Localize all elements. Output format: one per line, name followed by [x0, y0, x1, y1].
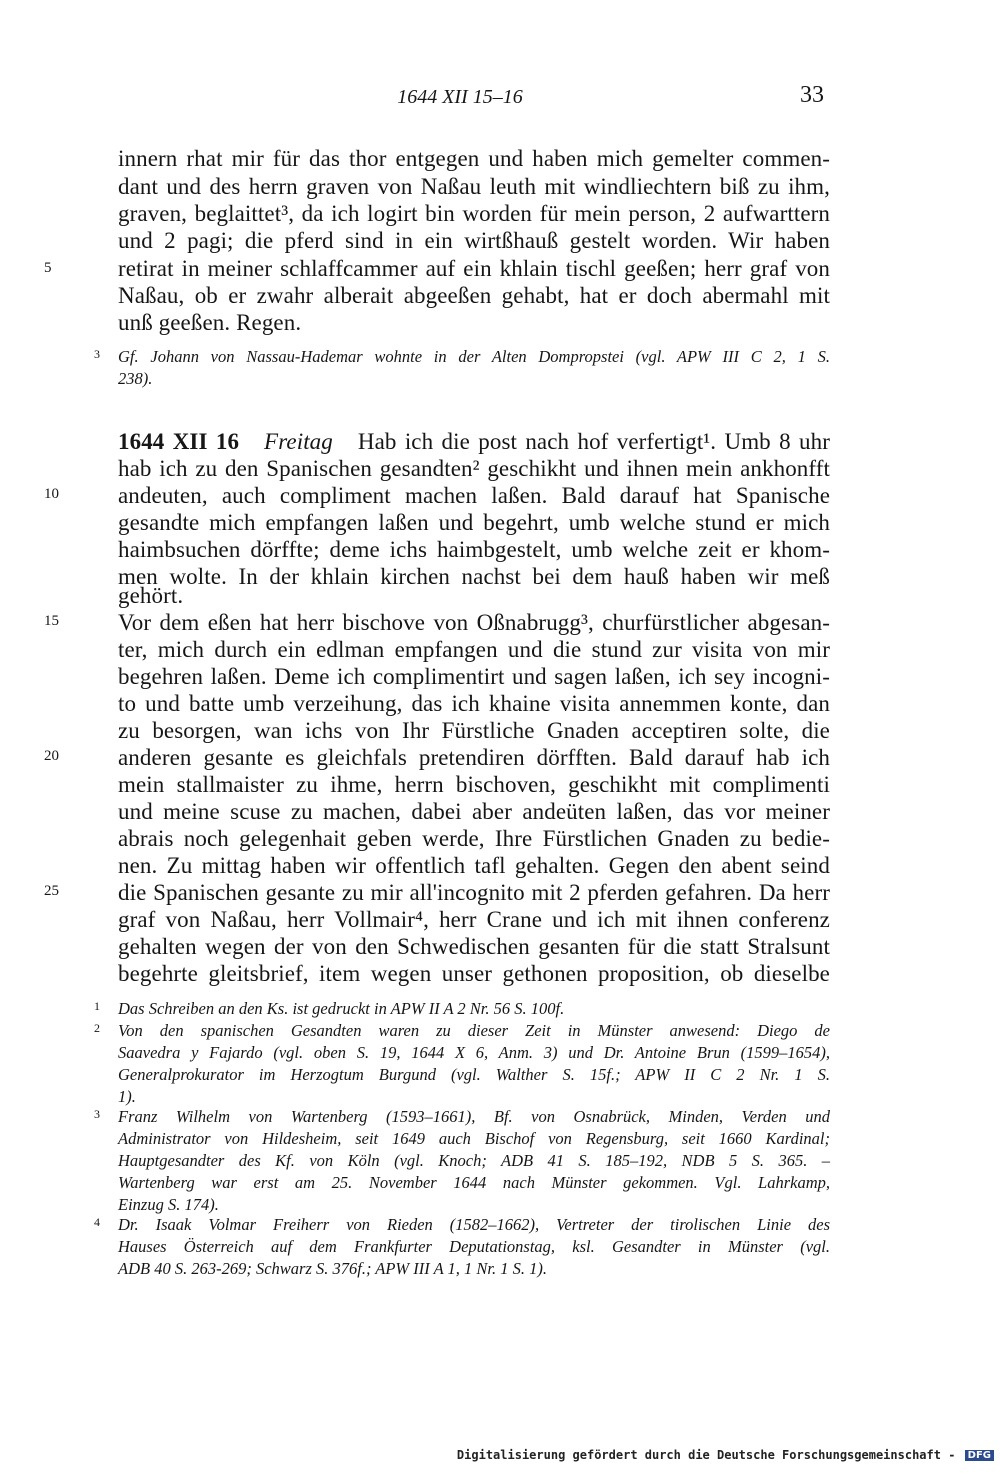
footnote-line: Generalprokurator im Herzogtum Burgund (vgl. Walther S. 15f.; APW II C 2 Nr. 1 S. [118, 1065, 830, 1084]
text-line: gehalten wegen der von den Schwedischen gesanten für die statt Stralsunt [118, 934, 830, 959]
footnote-line: Gf. Johann von Nassau-Hademar wohnte in der Alten Dompropstei (vgl. APW III C 2, 1 S. [118, 347, 830, 366]
text-line: dant und des herrn graven von Naßau leuth mit windliechtern biß zu ihm, [118, 174, 830, 199]
header-date-range: 1644 XII 15–16 [397, 86, 523, 108]
text-line: begehrte gleitsbrief, item wegen unser gethonen proposition, ob dieselbe [118, 961, 830, 986]
footnote-line: 1). [118, 1087, 136, 1106]
text-line: die Spanischen gesante zu mir all'incognito mit 2 pferden gefahren. Da herr [118, 880, 830, 905]
footnote-a [94, 346, 830, 390]
text-line: abrais noch gelegenhait geben werde, Ihre Fürstlichen Gnaden zu bedie- [118, 826, 830, 851]
text-line: unß geeßen. Regen. [118, 310, 302, 335]
footnote-line: Von den spanischen Gesandten waren zu dieser Zeit in Münster anwesend: Diego de [118, 1021, 830, 1040]
footnote-line: ADB 40 S. 263-269; Schwarz S. 376f.; APW III A 1, 1 Nr. 1 S. 1). [118, 1259, 547, 1278]
text-line: mein stallmaister zu ihme, herrn bischoven, geschikht mit complimenti [118, 772, 830, 797]
footnote-4 [94, 1214, 830, 1280]
text-line: to und batte umb verzeihung, das ich khaine visita annemmen konte, dan [118, 691, 830, 716]
credit-text: Digitalisierung gefördert durch die Deutsche Forschungsgemeinschaft - [456, 1448, 956, 1462]
footnote-number: 4 [94, 1215, 100, 1229]
text-line: und meine scuse zu machen, dabei aber andeüten laßen, das vor meiner [118, 799, 830, 824]
footnote-number: 1 [94, 999, 100, 1013]
text-line: Vor dem eßen hat herr bischove von Oßnabrugg³, churfürstlicher abgesan- [118, 610, 830, 635]
footnote-line: Franz Wilhelm von Wartenberg (1593–1661), Bf. von Osnabrück, Minden, Verden und [118, 1107, 830, 1126]
entry-date: 1644 XII 16 [118, 429, 240, 454]
footnote-number: 3 [94, 347, 100, 361]
line-number: 15 [44, 613, 59, 629]
footnote-1 [94, 998, 830, 1020]
text-line: begehren laßen. Deme ich complimentirt und sagen laßen, ich sey incogni- [118, 664, 830, 689]
line-number: 20 [44, 748, 59, 764]
entry-first-line: Hab ich die post nach hof verfertigt¹. Umb 8 uhr [357, 429, 830, 454]
footnote-2 [94, 1020, 830, 1108]
digitization-credit [457, 1448, 994, 1462]
text-line: graven, beglaittet³, da ich logirt bin worden für mein person, 2 aufwarttern [118, 201, 830, 226]
text-line: ter, mich durch ein edlman empfangen und die stund zur visita von mir [118, 637, 830, 662]
footnote-number: 3 [94, 1107, 100, 1121]
entry-heading-line [118, 428, 830, 456]
text-line: innern rhat mir für das thor entgegen und haben mich gemelter commen- [118, 146, 830, 171]
footnote-line: Das Schreiben an den Ks. ist gedruckt in APW II A 2 Nr. 56 S. 100f. [118, 999, 565, 1018]
line-number: 5 [44, 260, 52, 276]
footnote-line: Saavedra y Fajardo (vgl. oben S. 19, 1644 X 6, Anm. 3) und Dr. Antoine Brun (1599–1654), [118, 1043, 830, 1062]
text-line: und 2 pagi; die pferd sind in ein wirtßhauß gestelt worden. Wir haben [118, 228, 830, 253]
text-line: Naßau, ob er zwahr alberait abgeeßen gehabt, hat er doch abermahl mit [118, 283, 830, 308]
entry-weekday: Freitag [264, 429, 333, 454]
text-line: gesandte mich empfangen laßen und begehrt, umb welche stund er mich [118, 510, 830, 535]
footnote-line: Hauptgesandter des Kf. von Köln (vgl. Knoch; ADB 41 S. 185–192, NDB 5 S. 365. – [118, 1151, 830, 1170]
footnote-line: Wartenberg war erst am 25. November 1644 nach Münster gekommen. Vgl. Lahrkamp, [118, 1173, 830, 1192]
text-line: men wolte. In der khlain kirchen nachst bei dem hauß haben wir meß [118, 564, 830, 589]
footnote-line: 238). [118, 369, 153, 388]
footnote-line: Administrator von Hildesheim, seit 1649 auch Bischof von Regensburg, seit 1660 Kardinal; [118, 1129, 830, 1148]
footnote-number: 2 [94, 1021, 100, 1035]
line-number: 10 [44, 486, 59, 502]
text-line: anderen gesante es gleichfals pretendiren dörfften. Bald darauf hab ich [118, 745, 830, 770]
text-line: gehört. [118, 583, 184, 608]
footnote-line: Hauses Österreich auf dem Frankfurter Deputationstag, ksl. Gesandter in Münster (vgl. [118, 1237, 830, 1256]
text-line: zu besorgen, wan ichs von Ihr Fürstliche Gnaden acceptiren solte, die [118, 718, 830, 743]
footnote-3 [94, 1106, 830, 1216]
footnote-line: Einzug S. 174). [118, 1195, 219, 1214]
text-line: retirat in meiner schlaffcammer auf ein khlain tischl geeßen; herr graf von [118, 256, 830, 281]
text-line: nen. Zu mittag haben wir offentlich tafl gehalten. Gegen den abent seind [118, 853, 830, 878]
text-line: haimbsuchen dörffte; deme ichs haimbgestelt, umb welche zeit er khom- [118, 537, 830, 562]
footnote-line: Dr. Isaak Volmar Freiherr von Rieden (1582–1662), Vertreter der tirolischen Linie des [118, 1215, 830, 1234]
line-number: 25 [44, 883, 59, 899]
dfg-logo: DFG [965, 1450, 994, 1461]
text-line: andeuten, auch compliment machen laßen. Bald darauf hat Spanische [118, 483, 830, 508]
page-number: 33 [800, 82, 824, 108]
text-line: hab ich zu den Spanischen gesandten² geschikht und ihnen mein ankhonfft [118, 456, 830, 481]
text-line: graf von Naßau, herr Vollmair⁴, herr Crane und ich mit ihnen conferenz [118, 907, 830, 932]
